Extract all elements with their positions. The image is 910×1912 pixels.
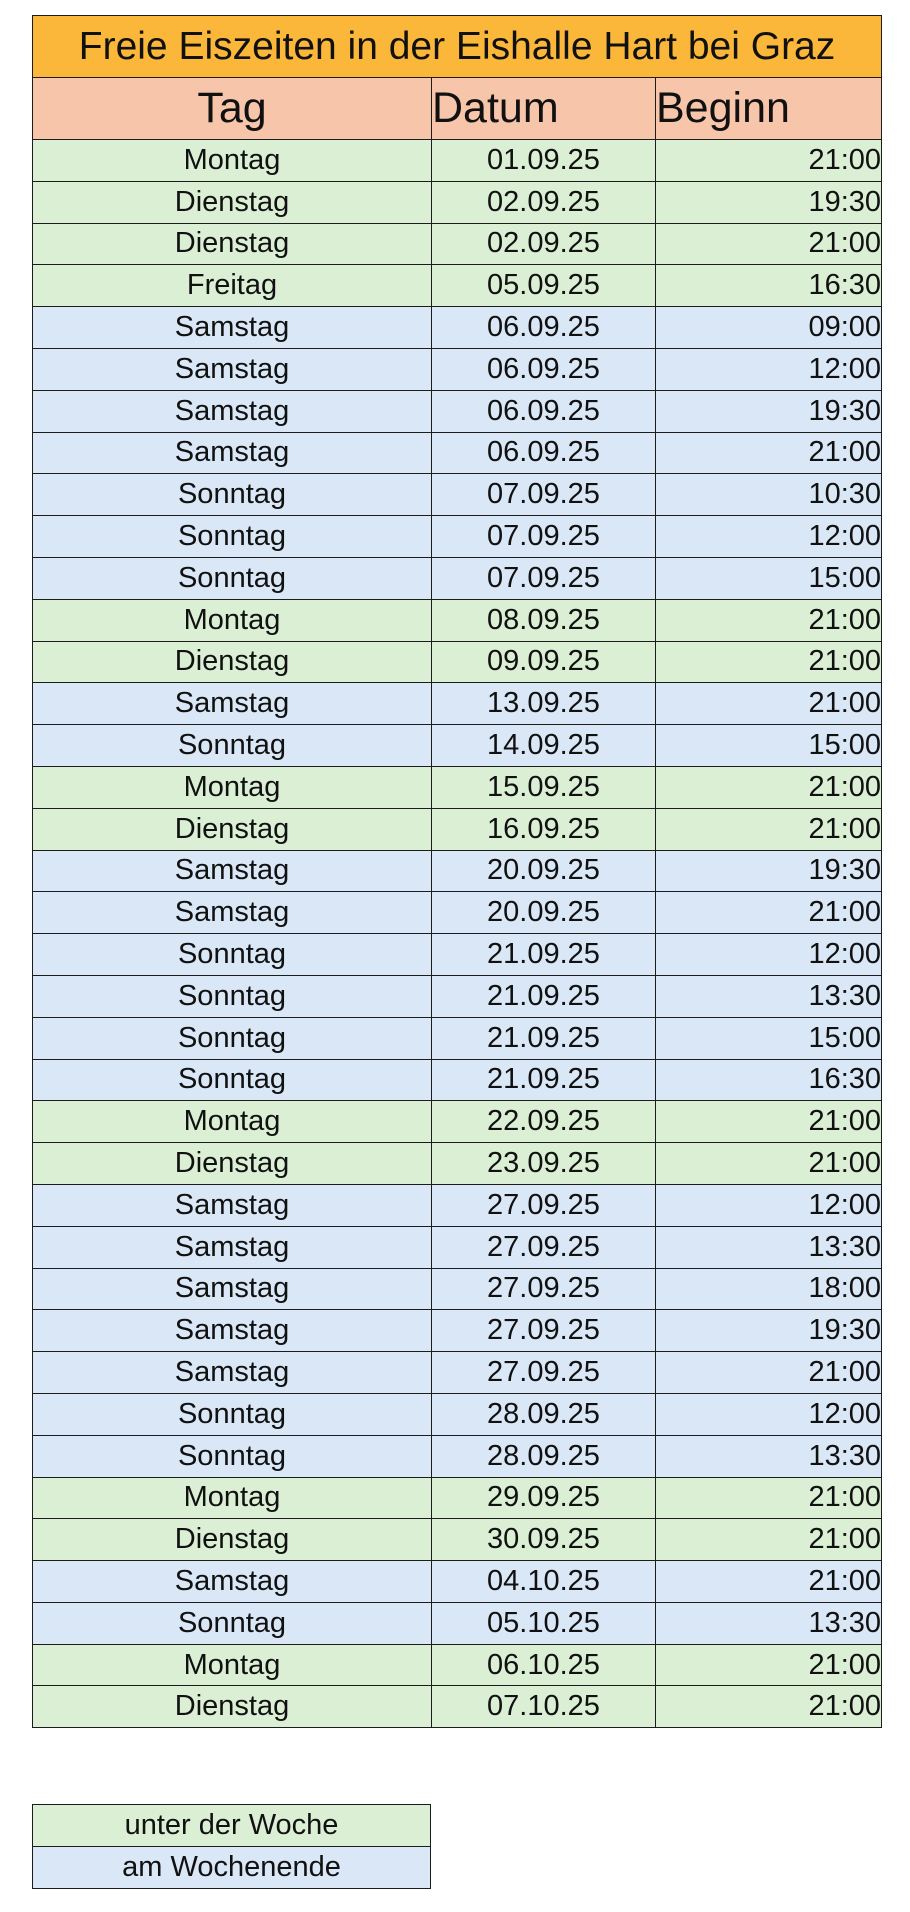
cell-tag: Dienstag [33,1686,432,1728]
cell-beginn: 21:00 [656,808,882,850]
cell-beginn: 21:00 [656,1519,882,1561]
cell-datum: 21.09.25 [432,1017,656,1059]
cell-beginn: 19:30 [656,181,882,223]
table-row [33,1519,882,1561]
table-row [33,265,882,307]
table-row [33,557,882,599]
cell-beginn: 12:00 [656,1184,882,1226]
cell-tag: Sonntag [33,1017,432,1059]
legend-weekday: unter der Woche [33,1805,431,1847]
table-row [33,1226,882,1268]
cell-tag: Sonntag [33,1602,432,1644]
table-row [33,1686,882,1728]
table-row [33,975,882,1017]
column-header-row [33,78,882,140]
cell-tag: Montag [33,766,432,808]
cell-beginn: 15:00 [656,725,882,767]
cell-tag: Samstag [33,892,432,934]
cell-beginn: 12:00 [656,1393,882,1435]
cell-beginn: 21:00 [656,766,882,808]
cell-beginn: 21:00 [656,641,882,683]
cell-datum: 06.09.25 [432,307,656,349]
cell-datum: 21.09.25 [432,934,656,976]
cell-datum: 07.10.25 [432,1686,656,1728]
table-row [33,934,882,976]
cell-datum: 27.09.25 [432,1310,656,1352]
cell-beginn: 13:30 [656,975,882,1017]
cell-datum: 07.09.25 [432,557,656,599]
cell-datum: 09.09.25 [432,641,656,683]
table-row [33,181,882,223]
legend-weekend: am Wochenende [33,1847,431,1889]
cell-tag: Samstag [33,1310,432,1352]
cell-tag: Montag [33,1101,432,1143]
cell-datum: 20.09.25 [432,892,656,934]
cell-tag: Sonntag [33,975,432,1017]
cell-tag: Samstag [33,390,432,432]
cell-datum: 16.09.25 [432,808,656,850]
column-header-datum: Datum [432,78,656,140]
cell-tag: Freitag [33,265,432,307]
cell-tag: Samstag [33,1561,432,1603]
cell-tag: Dienstag [33,641,432,683]
table-row [33,683,882,725]
cell-datum: 23.09.25 [432,1143,656,1185]
cell-beginn: 21:00 [656,892,882,934]
cell-beginn: 12:00 [656,516,882,558]
table-row [33,599,882,641]
cell-tag: Samstag [33,683,432,725]
cell-tag: Dienstag [33,808,432,850]
cell-beginn: 21:00 [656,683,882,725]
table-row [33,223,882,265]
cell-datum: 04.10.25 [432,1561,656,1603]
cell-tag: Sonntag [33,1059,432,1101]
cell-datum: 02.09.25 [432,181,656,223]
cell-beginn: 12:00 [656,348,882,390]
cell-tag: Samstag [33,1184,432,1226]
table-row [33,1602,882,1644]
cell-beginn: 12:00 [656,934,882,976]
cell-tag: Sonntag [33,1393,432,1435]
table-title: Freie Eiszeiten in der Eishalle Hart bei Graz [33,16,882,78]
cell-tag: Samstag [33,348,432,390]
table-row [33,390,882,432]
cell-tag: Sonntag [33,1435,432,1477]
cell-datum: 06.09.25 [432,348,656,390]
table-row [33,1352,882,1394]
table-row [33,1143,882,1185]
cell-beginn: 13:30 [656,1602,882,1644]
cell-tag: Sonntag [33,934,432,976]
ice-times-table [32,15,882,1728]
cell-beginn: 21:00 [656,1143,882,1185]
cell-datum: 02.09.25 [432,223,656,265]
cell-beginn: 21:00 [656,1477,882,1519]
cell-datum: 05.10.25 [432,1602,656,1644]
table-row [33,1644,882,1686]
cell-tag: Samstag [33,1226,432,1268]
cell-beginn: 15:00 [656,1017,882,1059]
column-header-beginn: Beginn [656,78,882,140]
cell-tag: Montag [33,1477,432,1519]
cell-datum: 06.09.25 [432,432,656,474]
table-row [33,307,882,349]
cell-tag: Sonntag [33,516,432,558]
cell-tag: Sonntag [33,725,432,767]
cell-datum: 27.09.25 [432,1226,656,1268]
cell-tag: Montag [33,1644,432,1686]
table-row [33,516,882,558]
table-row [33,725,882,767]
cell-datum: 30.09.25 [432,1519,656,1561]
cell-datum: 06.09.25 [432,390,656,432]
cell-beginn: 16:30 [656,265,882,307]
cell-datum: 28.09.25 [432,1435,656,1477]
cell-tag: Samstag [33,1352,432,1394]
cell-beginn: 13:30 [656,1226,882,1268]
table-row [33,892,882,934]
table-row [33,1184,882,1226]
table-row [33,850,882,892]
table-row [33,432,882,474]
table-row [33,766,882,808]
table-row [33,474,882,516]
cell-beginn: 19:30 [656,1310,882,1352]
cell-beginn: 21:00 [656,599,882,641]
cell-tag: Dienstag [33,223,432,265]
table-row [33,1561,882,1603]
legend-row-weekend [33,1847,431,1889]
cell-datum: 20.09.25 [432,850,656,892]
cell-tag: Dienstag [33,1519,432,1561]
cell-datum: 22.09.25 [432,1101,656,1143]
cell-beginn: 21:00 [656,432,882,474]
legend-row-weekday [33,1805,431,1847]
cell-datum: 01.09.25 [432,140,656,182]
cell-datum: 21.09.25 [432,975,656,1017]
cell-datum: 27.09.25 [432,1184,656,1226]
cell-beginn: 13:30 [656,1435,882,1477]
table-row [33,1477,882,1519]
cell-datum: 05.09.25 [432,265,656,307]
cell-tag: Dienstag [33,181,432,223]
table-row [33,808,882,850]
cell-datum: 27.09.25 [432,1268,656,1310]
cell-datum: 15.09.25 [432,766,656,808]
cell-datum: 13.09.25 [432,683,656,725]
table-row [33,140,882,182]
cell-tag: Sonntag [33,474,432,516]
legend-table [32,1804,431,1889]
cell-tag: Samstag [33,307,432,349]
cell-tag: Samstag [33,1268,432,1310]
cell-beginn: 16:30 [656,1059,882,1101]
cell-datum: 14.09.25 [432,725,656,767]
cell-datum: 27.09.25 [432,1352,656,1394]
table-row [33,1268,882,1310]
cell-tag: Sonntag [33,557,432,599]
table-body [33,140,882,1728]
cell-tag: Samstag [33,432,432,474]
cell-datum: 08.09.25 [432,599,656,641]
cell-beginn: 21:00 [656,1644,882,1686]
table-row [33,1017,882,1059]
cell-beginn: 21:00 [656,1561,882,1603]
column-header-tag: Tag [33,78,432,140]
cell-beginn: 21:00 [656,1352,882,1394]
cell-beginn: 21:00 [656,1686,882,1728]
cell-beginn: 15:00 [656,557,882,599]
table-row [33,1393,882,1435]
cell-beginn: 09:00 [656,307,882,349]
cell-beginn: 19:30 [656,850,882,892]
cell-datum: 28.09.25 [432,1393,656,1435]
cell-beginn: 18:00 [656,1268,882,1310]
cell-beginn: 10:30 [656,474,882,516]
cell-datum: 07.09.25 [432,474,656,516]
cell-tag: Dienstag [33,1143,432,1185]
cell-datum: 06.10.25 [432,1644,656,1686]
cell-beginn: 21:00 [656,140,882,182]
cell-datum: 21.09.25 [432,1059,656,1101]
cell-datum: 29.09.25 [432,1477,656,1519]
cell-tag: Montag [33,140,432,182]
cell-beginn: 21:00 [656,1101,882,1143]
cell-beginn: 19:30 [656,390,882,432]
cell-datum: 07.09.25 [432,516,656,558]
table-row [33,348,882,390]
table-row [33,641,882,683]
cell-tag: Montag [33,599,432,641]
cell-tag: Samstag [33,850,432,892]
table-row [33,1435,882,1477]
cell-beginn: 21:00 [656,223,882,265]
table-row [33,1059,882,1101]
table-row [33,1101,882,1143]
table-row [33,1310,882,1352]
